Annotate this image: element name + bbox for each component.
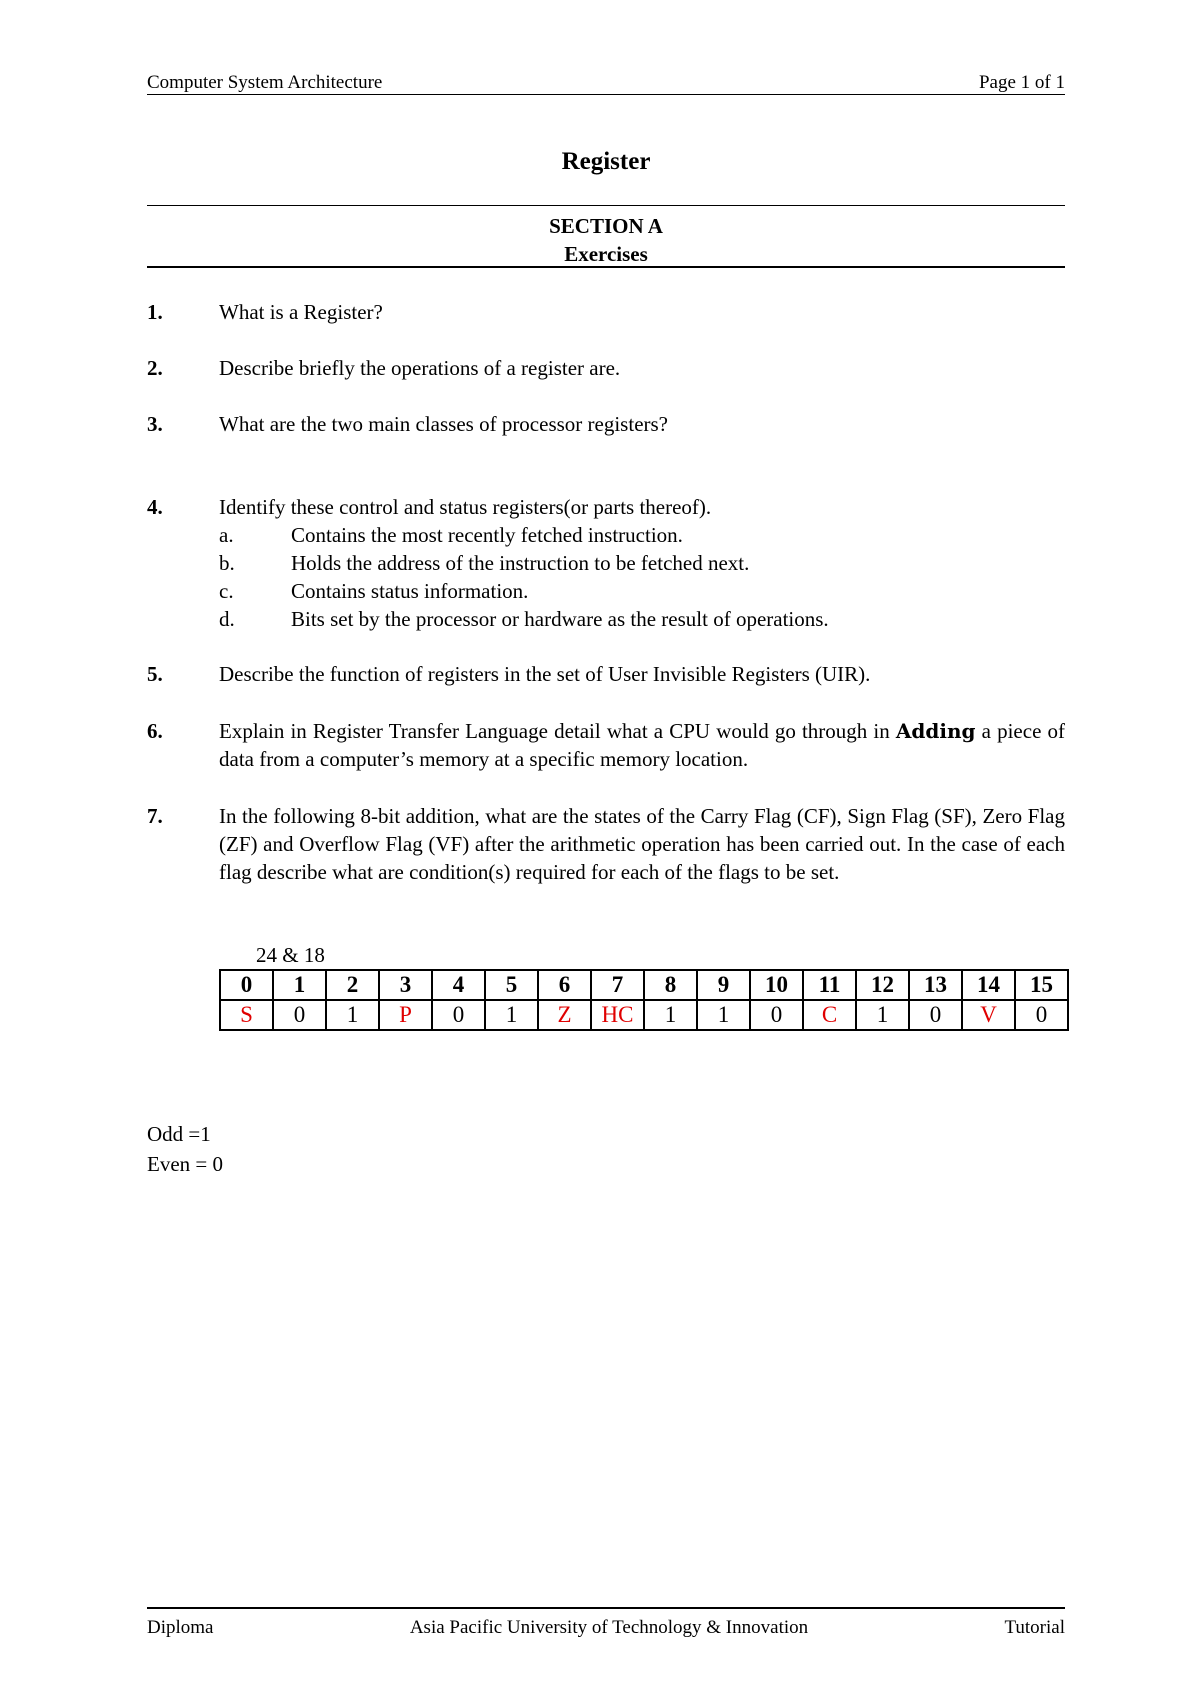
flag-cell: HC (591, 1000, 644, 1030)
bit-index-cell: 4 (432, 970, 485, 1000)
header-course-title: Computer System Architecture (147, 72, 383, 93)
question-3 (147, 410, 1065, 438)
sub-item-letter: d. (219, 607, 235, 631)
question-text: In the following 8-bit addition, what are the states of the Carry Flag (CF), Sign Flag (SF), Zero Flag (ZF) and Overflow Flag (VF) after the arithmetic operation has been carried out. In the case of each flag describe what are condition(s) required for each of the flags to be set. (219, 804, 1065, 884)
bit-index-cell: 5 (485, 970, 538, 1000)
flag-cell: S (220, 1000, 273, 1030)
parity-note-even: Even = 0 (147, 1152, 223, 1176)
sub-item-c (147, 577, 1065, 605)
flag-cell: P (379, 1000, 432, 1030)
document-title: Register (561, 148, 651, 175)
bit-index-cell: 14 (962, 970, 1015, 1000)
question-4 (147, 493, 1065, 633)
question-7 (147, 802, 1065, 886)
sub-item-letter: b. (219, 551, 235, 575)
bit-index-cell: 6 (538, 970, 591, 1000)
question-text-part: a piece of data from a computer’s memory at a specific memory location. (219, 719, 1066, 771)
bit-index-cell: 8 (644, 970, 697, 1000)
bit-value-cell: 0 (1015, 1000, 1068, 1030)
sub-item-text: Contains status information. (291, 579, 529, 603)
question-text: Identify these control and status registers(or parts thereof). (219, 495, 712, 519)
addition-operands-label: 24 & 18 (256, 943, 325, 967)
flag-cell: V (962, 1000, 1015, 1030)
bit-value-cell: 0 (432, 1000, 485, 1030)
bit-value-cell: 1 (485, 1000, 538, 1030)
page-footer (147, 1607, 1065, 1639)
bit-index-cell: 15 (1015, 970, 1068, 1000)
bit-value-cell: 1 (856, 1000, 909, 1030)
footer-doc-type: Tutorial (1004, 1617, 1065, 1638)
divider-bottom (147, 266, 1065, 268)
question-number: 2. (147, 356, 163, 380)
bit-value-cell: 0 (750, 1000, 803, 1030)
question-text: What is a Register? (219, 300, 383, 324)
question-number: 5. (147, 662, 163, 686)
sub-item-text: Contains the most recently fetched instruction. (291, 523, 683, 547)
question-number: 1. (147, 300, 163, 324)
sub-item-letter: a. (219, 523, 234, 547)
divider-top (147, 205, 1065, 206)
flag-register-table (219, 969, 1069, 1031)
bit-index-cell: 10 (750, 970, 803, 1000)
footer-program: Diploma (147, 1617, 214, 1638)
bit-value-cell: 1 (326, 1000, 379, 1030)
question-5 (147, 660, 1065, 688)
question-text: What are the two main classes of processor registers? (219, 412, 668, 436)
question-1 (147, 298, 1065, 326)
emphasized-word: Adding (895, 719, 976, 743)
header-page-number: Page 1 of 1 (978, 72, 1065, 93)
question-6 (147, 717, 1065, 773)
bit-value-cell: 0 (909, 1000, 962, 1030)
bit-index-cell: 7 (591, 970, 644, 1000)
bit-index-row (220, 970, 1068, 1000)
question-2 (147, 354, 1065, 382)
bit-index-cell: 12 (856, 970, 909, 1000)
flag-cell: Z (538, 1000, 591, 1030)
section-label: SECTION A (549, 214, 663, 238)
bit-index-cell: 1 (273, 970, 326, 1000)
bit-value-cell: 0 (273, 1000, 326, 1030)
sub-item-a (147, 521, 1065, 549)
parity-note-odd: Odd =1 (147, 1122, 211, 1146)
question-text: Describe the function of registers in the set of User Invisible Registers (UIR). (219, 662, 871, 686)
sub-item-b (147, 549, 1065, 577)
question-text-part: Explain in Register Transfer Language detail what a CPU would go through in (219, 719, 890, 743)
bit-index-cell: 11 (803, 970, 856, 1000)
question-number: 6. (147, 719, 163, 743)
question-text (219, 717, 1065, 773)
page-header (147, 70, 1065, 95)
bit-value-cell: 1 (697, 1000, 750, 1030)
bit-index-cell: 13 (909, 970, 962, 1000)
section-heading (147, 212, 1065, 268)
sub-item-d (147, 605, 1065, 633)
sub-item-letter: c. (219, 579, 234, 603)
question-number: 3. (147, 412, 163, 436)
flag-cell: C (803, 1000, 856, 1030)
question-text: Describe briefly the operations of a register are. (219, 356, 621, 380)
question-number: 7. (147, 804, 163, 828)
sub-item-text: Bits set by the processor or hardware as the result of operations. (291, 607, 829, 631)
section-sublabel: Exercises (564, 242, 648, 266)
bit-index-cell: 2 (326, 970, 379, 1000)
bit-index-cell: 0 (220, 970, 273, 1000)
footer-institution: Asia Pacific University of Technology & Innovation (409, 1617, 809, 1638)
question-number: 4. (147, 495, 163, 519)
bit-index-cell: 3 (379, 970, 432, 1000)
bit-index-cell: 9 (697, 970, 750, 1000)
sub-item-text: Holds the address of the instruction to be fetched next. (291, 551, 750, 575)
bit-value-row (220, 1000, 1068, 1030)
bit-value-cell: 1 (644, 1000, 697, 1030)
